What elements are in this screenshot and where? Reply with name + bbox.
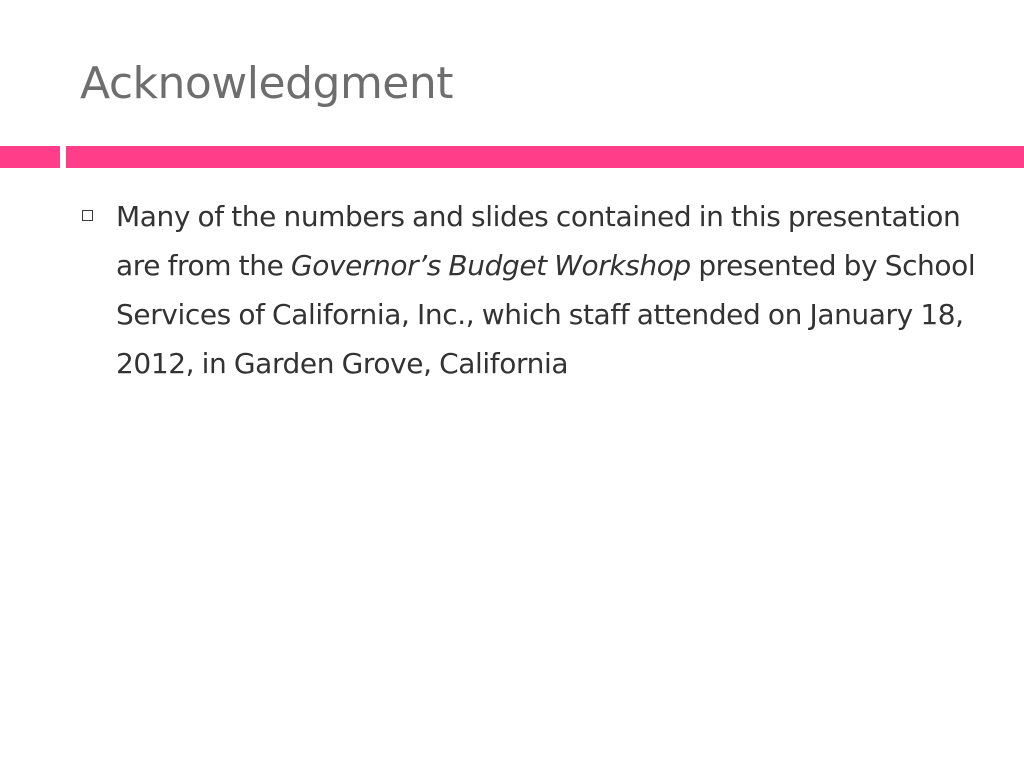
bullet-text-after: presented by School Services of California, Inc., which staff attended on January 18, 2012, in Garden Grove, California (116, 249, 976, 380)
hollow-square-bullet-icon (82, 210, 93, 221)
bullet-text-italic: Governor’s Budget Workshop (290, 249, 691, 282)
accent-bar-right (66, 146, 1024, 168)
bullet-text (116, 192, 980, 388)
slide-title: Acknowledgment (80, 58, 454, 109)
slide-content (80, 192, 980, 388)
bullet-text-before: Many of the numbers and slides contained in this presentation are from the (116, 200, 961, 282)
bullet-item (80, 192, 980, 388)
accent-bar-left (0, 146, 60, 168)
